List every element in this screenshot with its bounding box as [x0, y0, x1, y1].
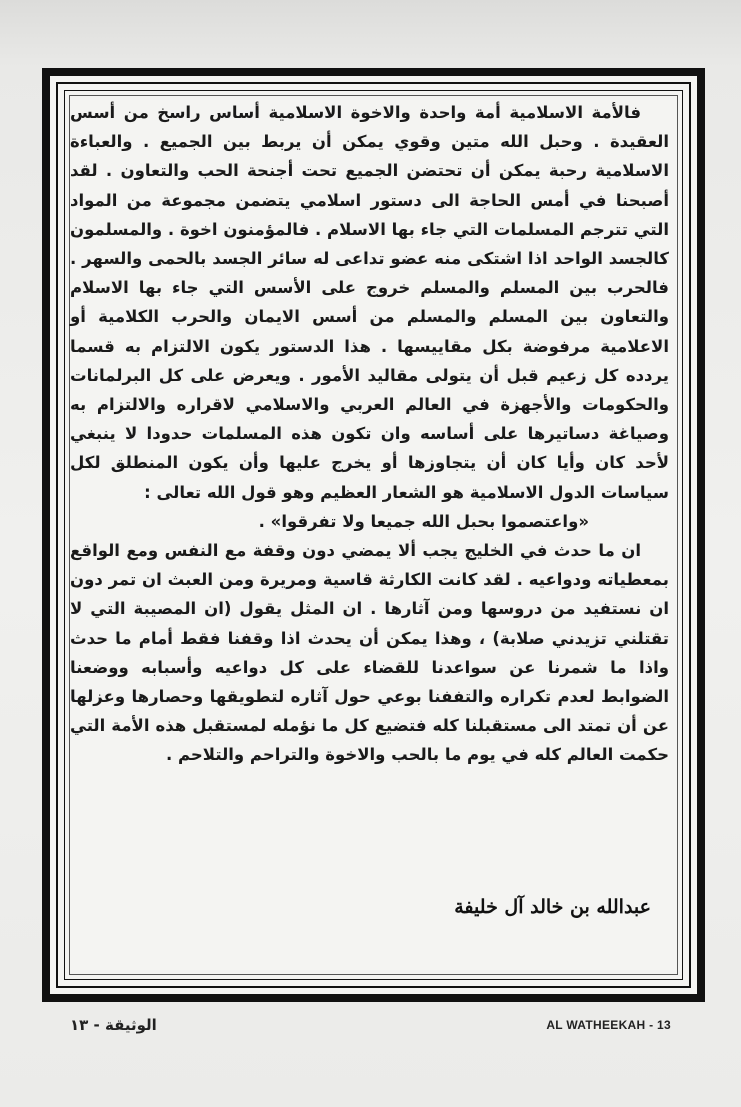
quran-quote: «واعتصموا بحبل الله جميعا ولا تفرقوا» . — [258, 511, 589, 531]
article-paragraph-1: فالأمة الاسلامية أمة واحدة والاخوة الاسلامية أساس راسخ من أسس العقيدة . وحبل الله متين وقوي يمكن أن يربط بين الجميع . والعباءة الاسلامية رحبة يمكن أن تحتضن الجميع تحت أجنحة الحب والتعاون . لقد أصبحنا في أمس الحاجة الى دستور اسلامي يتضمن مجموعة من المواد التي تترجم المسلمات التي جاء بها الاسلام . فالمؤمنون اخوة . والمسلمون كالجسد الواحد اذا اشتكى منه عضو تداعى له سائر الجسد بالحمى والسهر . فالحرب بين المسلم والمسلم خروج على الأسس التي جاء بها الاسلام والتعاون بين المسلم والمسلم من أسس الايمان والحرب الكلامية أو الاعلامية مرفوضة بكل مقاييسها . هذا الدستور يكون الالتزام به قسما يردده كل زعيم قبل أن يتولى مقاليد الأمور . ويعرض على كل البرلمانات والحكومات والأجهزة في العالم العربي والاسلامي لاقراره والالتزام به وصياغة دساتيرها على أساسه وان تكون هذه المسلمات حدودا لا ينبغي لأحد كان وأيا كان أن يتجاوزها أو يخرج عليها وأن يكون المنطلق لكل سياسات الدول الاسلامية هو الشعار العظيم وهو قول الله تعالى : — [70, 103, 669, 502]
article-paragraph-2: ان ما حدث في الخليج يجب ألا يمضي دون وقفة مع النفس ومع الواقع بمعطياته ودواعيه . لقد كانت الكارثة قاسية ومريرة ومن العبث ان تمر دون ان نستفيد من دروسها ومن آثارها . ان المثل يقول (ان المصيبة التي لا تقتلني تزيدني صلابة) ، وهذا يمكن أن يحدث اذا وقفنا فقط أمام ما حدث واذا ما شمرنا عن سواعدنا للقضاء على كل دواعيه وأسبابه ووضعنا الضوابط لعدم تكراره والتففنا بوعي حول آثاره لتطويقها وحصارها وعزلها عن أن تمتد الى مستقبلنا كله فتضيع كل ما نؤمله لمستقبل هذه الأمة التي حكمت العالم كله في يوم ما بالحب والاخوة والتراحم والتلاحم . — [70, 541, 669, 765]
article-body — [70, 98, 669, 770]
author-signature: عبدالله بن خالد آل خليفة — [454, 896, 651, 918]
footer-english-page-number: AL WATHEEKAH - 13 — [546, 1018, 671, 1032]
footer-arabic-page-number: الوثيقة - ١٣ — [70, 1016, 157, 1034]
